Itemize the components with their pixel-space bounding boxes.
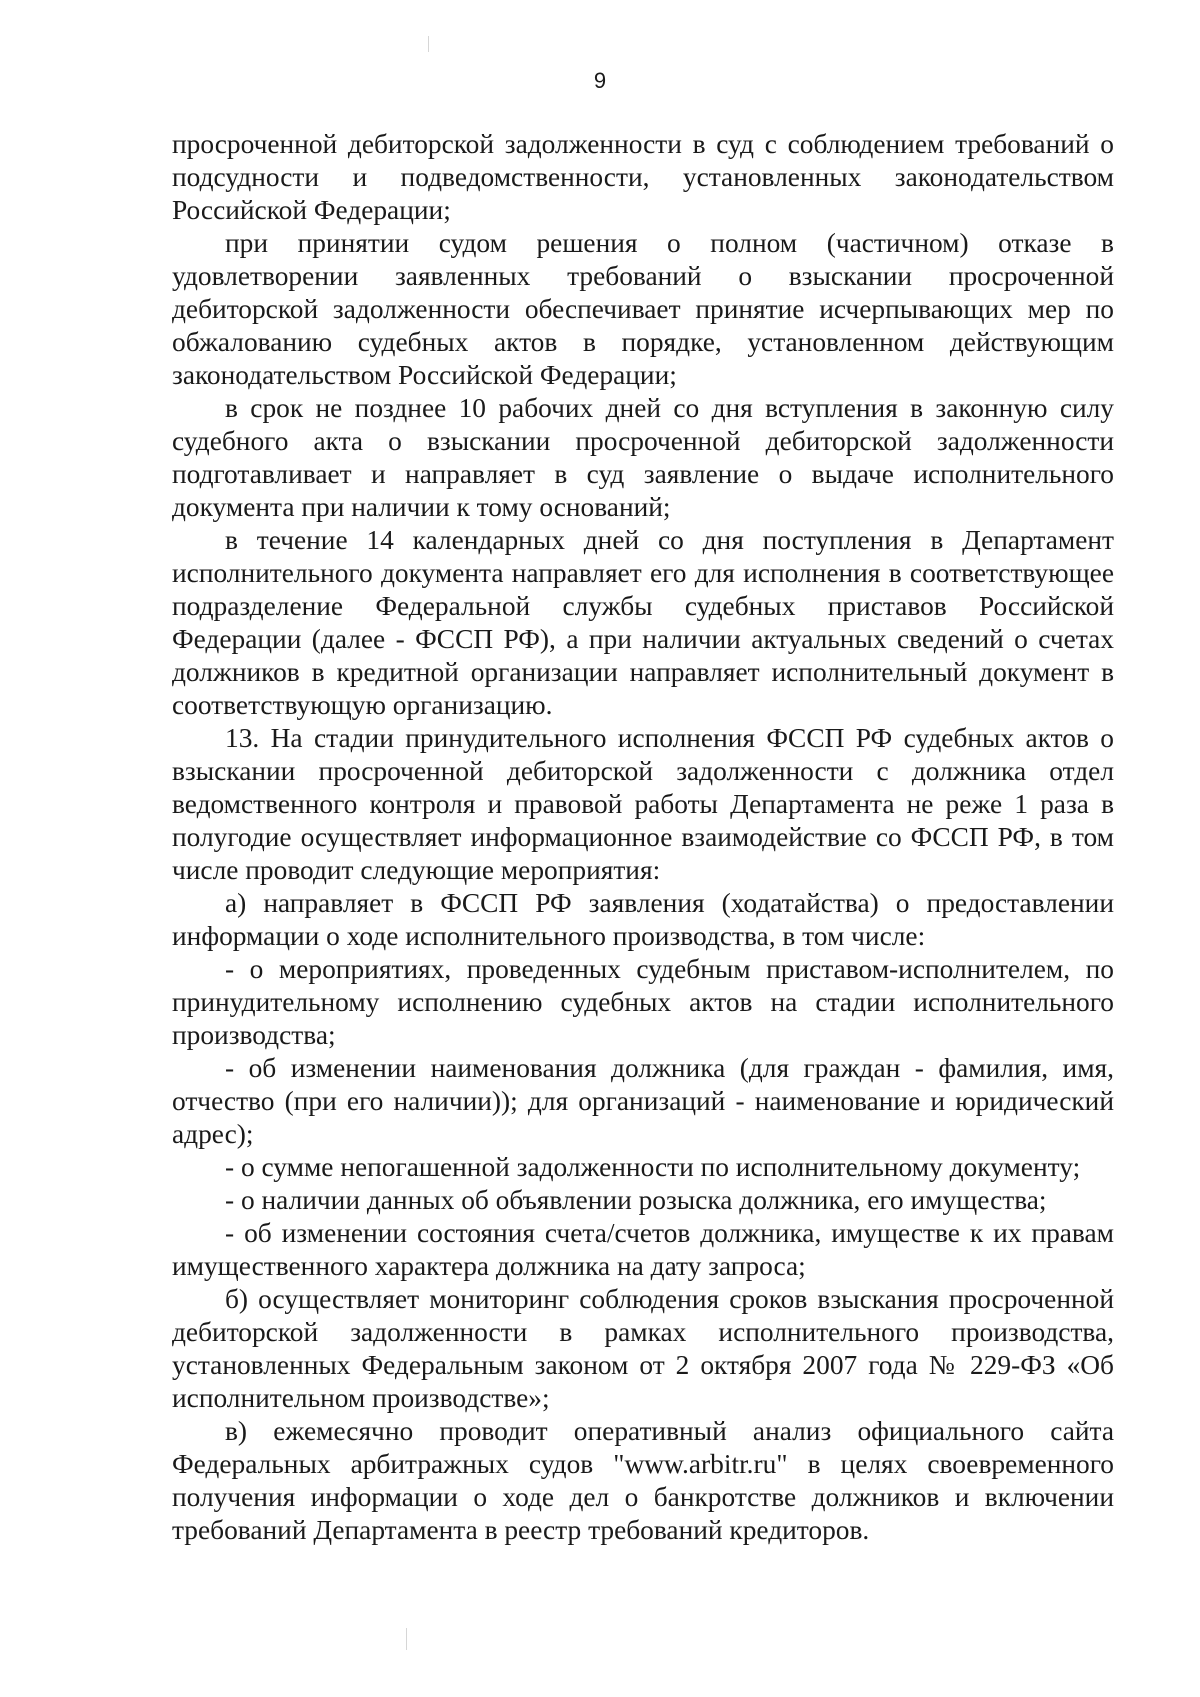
paragraph-13: в) ежемесячно проводит оперативный анализ официального сайта Федеральных арбитражных судов "www.arbitr.ru" в целях своевременного получения информации о ходе дел о банкротстве должников и включении требований Департамента в реестр требований кредиторов. [172, 1416, 1114, 1545]
paragraph-7: - о мероприятиях, проведенных судебным приставом-исполнителем, по принудительному исполнению судебных актов на стадии исполнительного производства; [172, 954, 1114, 1050]
paragraph-4: в течение 14 календарных дней со дня поступления в Департамент исполнительного документа направляет его для исполнения в соответствующее подразделение Федеральной службы судебных приставов Российской Федерации (далее - ФССП РФ), а при наличии актуальных сведений о счетах должников в кредитной организации направляет исполнительный документ в соответствующую организацию. [172, 525, 1114, 720]
document-body [172, 128, 1114, 1547]
paragraph-5: 13. На стадии принудительного исполнения ФССП РФ судебных актов о взыскании просроченной дебиторской задолженности с должника отдел ведомственного контроля и правовой работы Департамента не реже 1 раза в полугодие осуществляет информационное взаимодействие со ФССП РФ, в том числе проводит следующие мероприятия: [172, 723, 1114, 885]
paragraph-9: - о сумме непогашенной задолженности по исполнительному документу; [225, 1152, 1081, 1182]
paragraph-8: - об изменении наименования должника (для граждан - фамилия, имя, отчество (при его наличии)); для организаций - наименование и юридический адрес); [172, 1053, 1114, 1149]
paragraph-3: в срок не позднее 10 рабочих дней со дня вступления в законную силу судебного акта о взыскании просроченной дебиторской задолженности подготавливает и направляет в суд заявление о выдаче исполнительного документа при наличии к тому оснований; [172, 393, 1114, 522]
paragraph-1: просроченной дебиторской задолженности в суд с соблюдением требований о подсудности и подведомственности, установленных законодательством Российской Федерации; [172, 129, 1114, 225]
page-number: 9 [593, 68, 607, 93]
scan-artifact-bottom [406, 1628, 407, 1650]
paragraph-6: а) направляет в ФССП РФ заявления (ходатайства) о предоставлении информации о ходе исполнительного производства, в том числе: [172, 888, 1114, 951]
scan-artifact-top [428, 36, 429, 52]
paragraph-12: б) осуществляет мониторинг соблюдения сроков взыскания просроченной дебиторской задолженности в рамках исполнительного производства, установленных Федеральным законом от 2 октября 2007 года № 229-ФЗ «Об исполнительном производстве»; [172, 1284, 1114, 1413]
paragraph-11: - об изменении состояния счета/счетов должника, имуществе к их правам имущественного характера должника на дату запроса; [172, 1218, 1114, 1281]
paragraph-2: при принятии судом решения о полном (частичном) отказе в удовлетворении заявленных требований о взыскании просроченной дебиторской задолженности обеспечивает принятие исчерпывающих мер по обжалованию судебных актов в порядке, установленном действующим законодательством Российской Федерации; [172, 228, 1114, 390]
paragraph-10: - о наличии данных об объявлении розыска должника, его имущества; [225, 1185, 1047, 1215]
